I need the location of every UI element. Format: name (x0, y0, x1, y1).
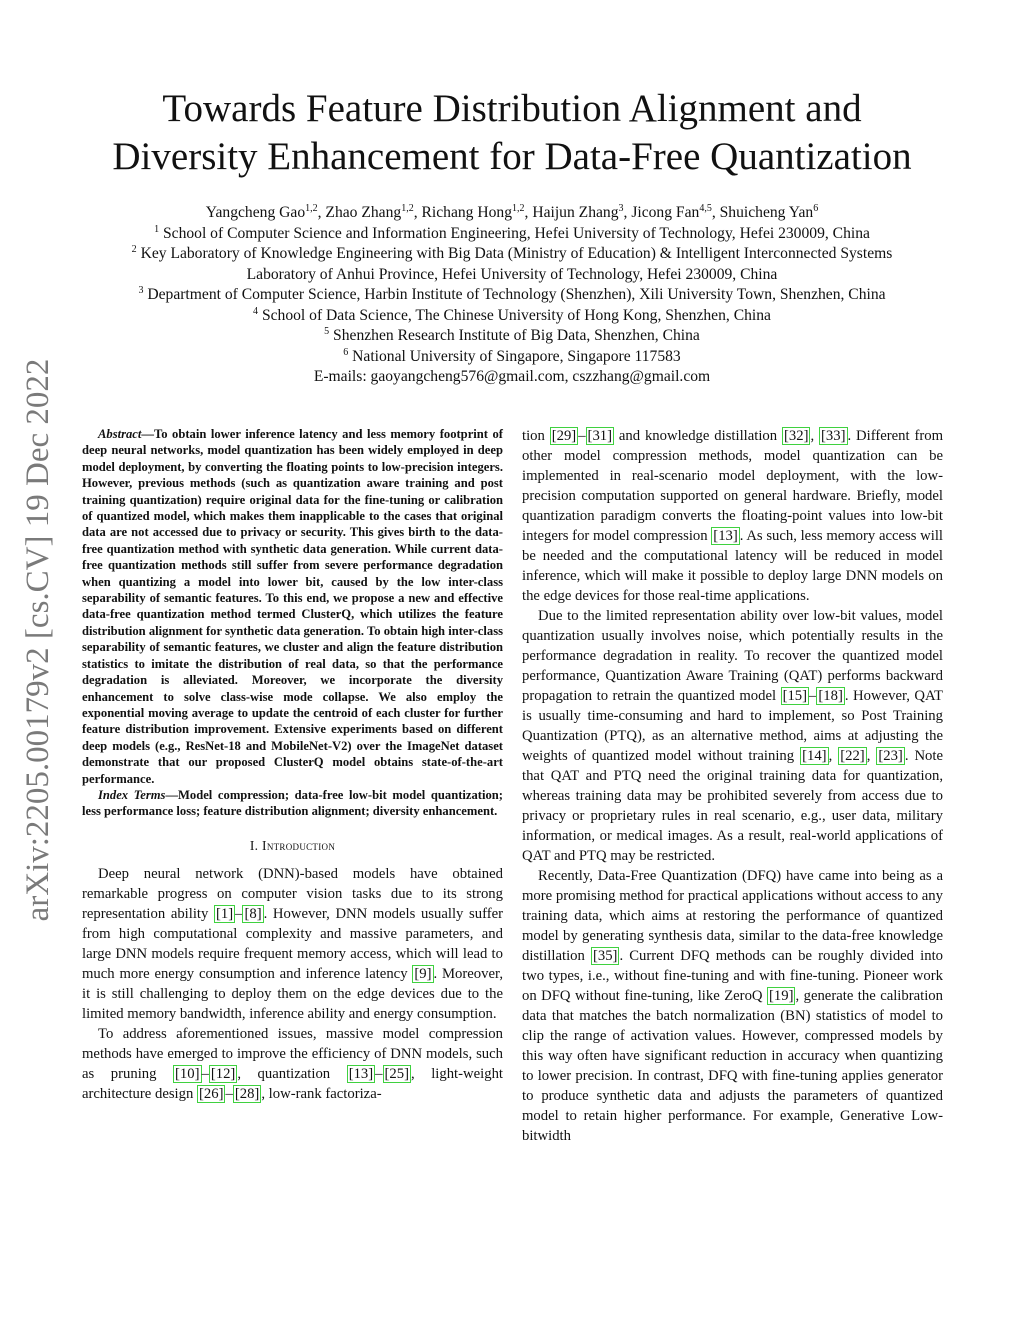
affiliation-text: School of Data Science, The Chinese University of Hong Kong, Shenzhen, China (261, 306, 771, 324)
affiliation-text: National University of Singapore, Singapore 117583 (352, 347, 681, 365)
paragraph-text: – (201, 1065, 209, 1082)
citation-link[interactable]: [8] (244, 905, 262, 922)
author-list: Yangcheng Gao$^{1,2}$, Zhao Zhang$^{1,2}$, Richang Hong$^{1,2}$, Haijun Zhang$^3$, Jicong Fan$^{4,5}$, Shuicheng Yan$^6$ (205, 203, 819, 221)
citation-link[interactable]: [23] (878, 748, 903, 764)
citation-link[interactable]: [13] (348, 1065, 374, 1082)
paragraph-text: – (375, 1065, 383, 1082)
paragraph (522, 866, 943, 1146)
author-affiliation-mark: 6 (813, 203, 819, 214)
paragraph-text: , (828, 748, 839, 764)
paragraph-text: and knowledge distillation (614, 428, 782, 444)
citation-link[interactable]: [32] (783, 428, 809, 444)
affiliation (60, 306, 964, 327)
paragraph-text: Due to the limited representation ability over low-bit values, model quantization usually involves noise, which potentially results in the performance degradation in reality. To recover the quantized model performance, Quantization Aware Training (QAT) performs backward propagation to retrain the quantized model (522, 608, 943, 704)
citation-link[interactable]: [14] (802, 748, 827, 764)
citation-link[interactable]: [15] (782, 688, 808, 704)
paragraph (82, 864, 503, 1024)
affiliation-number: 3 (138, 285, 144, 296)
citation-link[interactable]: [35] (592, 948, 618, 964)
author-name: Zhao Zhang (325, 204, 402, 221)
left-column (82, 426, 503, 1104)
author-affiliation-mark: 1,2 (512, 203, 525, 214)
author-block (60, 203, 964, 388)
paragraph-text: . As such, less memory access will be needed and the computational latency will be reduced in model inference, which will make it possible to deploy large DNN models on the edge devices for those real-time applications. (522, 528, 943, 604)
paragraph-text: . Different from other model compression methods, model quantization can be implemented in real-scenario model deployment, with the low-precision computation supported on general hardware. Briefly, model quantization paradigm converts the floating-point values into low-bit integers for model compression (522, 428, 944, 544)
section-title: Introduction (262, 837, 336, 853)
affiliation-number: 4 (253, 305, 259, 317)
author-name: Haijun Zhang (532, 204, 619, 221)
paragraph-text: – (578, 428, 586, 444)
affiliation (60, 326, 964, 347)
index-terms-text: Model compression; data-free low-bit model quantization; less performance loss; feature distribution alignment; diversity enhancement. (82, 787, 503, 819)
paragraph-text: . Moreover, it is still challenging to deploy them on the edge devices due to the limited memory bandwidth, inference ability and energy consumption. (82, 965, 503, 1022)
author-affiliation-mark: 1,2 (305, 203, 318, 214)
affiliation-number: 2 (131, 244, 137, 255)
paragraph-text: – (235, 905, 243, 922)
paragraph-text: tion (522, 428, 550, 444)
citation-link[interactable]: [33] (821, 428, 846, 444)
paragraph-text: , quantization (237, 1065, 347, 1082)
paper-title (60, 85, 964, 181)
citation-link[interactable]: [13] (713, 528, 738, 544)
author-affiliation-mark: 1,2 (401, 203, 414, 214)
abstract: Abstract—To obtain lower inference latency and less memory footprint of deep neural networks, model quantization has been widely employed in deep model deployment, by converting the floating points to low-precision integers. However, previous methods (such as quantization aware training and post training quantization) require original data for the fine-tuning or calibration of quantized model, which makes them inapplicable to the cases that original data are not accessed due to privacy or security. This gives birth to the data-free quantization method with synthetic data generation. While current data-free quantization methods still suffer from severe performance degradation when quantizing a model into lower bit, caused by the low inter-class separability of semantic features. To this end, we propose a new and effective data-free quantization method termed ClusterQ, which utilizes the feature distribution alignment for synthetic data generation. To obtain high inter-class separability of semantic features, we cluster and align the feature distribution statistics to imitate the distribution of real data, so that the performance degradation is alleviated. Moreover, we incorporate the diversity enhancement to solve class-wise mode collapse. We also employ the exponential moving average to update the centroid of each cluster for further feature distribution improvement. Extensive experiments based on different deep models (e.g., ResNet-18 and MobileNet-V2) over the ImageNet dataset demonstrate that our proposed ClusterQ model obtains state-of-the-art performance. (82, 427, 503, 786)
citation-link[interactable]: [19] (768, 988, 794, 1004)
citation-link[interactable]: [10] (175, 1065, 200, 1082)
index-terms: Index Terms—Model compression; data-free low-bit model quantization; less performance loss; feature distribution alignment; diversity enhancement. (82, 787, 503, 819)
paragraph-text: Deep neural network (DNN)-based models have obtained remarkable progress on computer vision tasks due to its strong representation ability (82, 865, 503, 922)
paragraph-text: – (809, 688, 817, 704)
paragraph-text: To address aforementioned issues, massive model compression methods have emerged to improve the efficiency of DNN models, such as pruning (82, 1025, 503, 1082)
affiliation-text: Department of Computer Science, Harbin Institute of Technology (Shenzhen), Xili University Town, Shenzhen, China (147, 286, 886, 303)
affiliation (60, 265, 964, 286)
title-line-2: Diversity Enhancement for Data-Free Quantization (112, 135, 912, 178)
affiliation-text: Laboratory of Anhui Province, Hefei University of Technology, Hefei 230009, China (246, 265, 778, 283)
arxiv-identifier: arXiv:2205.00179v2 [cs.CV] 19 Dec 2022 (20, 358, 56, 922)
affiliation-text: Shenzhen Research Institute of Big Data, Shenzhen, China (333, 327, 700, 344)
citation-link[interactable]: [12] (210, 1065, 236, 1082)
citation-link[interactable]: [9] (414, 965, 432, 982)
paragraph-text: , (866, 748, 877, 764)
citation-link[interactable]: [26] (199, 1085, 224, 1102)
affiliation-number: 6 (343, 346, 349, 358)
paragraph-text: . Note that QAT and PTQ need the original training data for quantization, whereas training data may be prohibited severely from access due to privacy or proprietary rules in real scenario, e.g., user data, military information, or medical images. As a result, real-world applications of QAT and PTQ may be restricted. (522, 748, 943, 864)
paragraph-text: , low-rank factoriza- (261, 1085, 382, 1102)
author-name: Richang Hong (421, 204, 513, 221)
abstract-text: To obtain lower inference latency and less memory footprint of deep neural networks, model quantization has been widely employed in deep model deployment, by converting the floating points to low-precision integers. However, previous methods (such as quantization aware training and post training quantization) require original data for the fine-tuning or calibration of quantized model, which makes them inapplicable to the cases that original data are not accessed due to privacy or security. This gives birth to the data-free quantization method with synthetic data generation. While current data-free quantization methods still suffer from severe performance degradation when quantizing a model into lower bit, caused by the low inter-class separability of semantic features. To this end, we propose a new and effective data-free quantization method termed ClusterQ, which utilizes the feature distribution alignment for synthetic data generation. To obtain high inter-class separability of semantic features, we cluster and align the feature distribution statistics to imitate the distribution of real data, so that the performance degradation is alleviated. Moreover, we incorporate the diversity enhancement to solve class-wise mode collapse. We also employ the exponential moving average to update the centroid of each cluster for further feature distribution improvement. Extensive experiments based on different deep models (e.g., ResNet-18 and MobileNet-V2) over the ImageNet dataset demonstrate that our proposed ClusterQ model obtains state-of-the-art performance. (82, 427, 503, 786)
abstract-label: Abstract (98, 427, 142, 441)
paragraph-text: , generate the calibration data that matches the batch normalization (BN) statistics of model to clip the range of activation values. However, compressed models by this way often have significant reduction in accuracy when quantizing to lower precision. In contrast, DFQ with fine-tuning applies generator to produce synthetic data and adjusts the parameters of quantized model to retain higher performance. For example, Generative Low-bitwidth (522, 988, 943, 1144)
citation-link[interactable]: [31] (587, 428, 613, 444)
author-name: Shuicheng Yan (719, 204, 814, 221)
paragraph (522, 426, 943, 606)
paragraph-text: , (810, 428, 820, 444)
paragraph (522, 606, 943, 866)
affiliation-number: 5 (324, 326, 330, 337)
affiliation-text: School of Computer Science and Information Engineering, Hefei University of Technology, Hefei 230009, China (162, 224, 870, 242)
author-name: Jicong Fan (631, 204, 700, 221)
section-number: I. (249, 837, 259, 853)
citation-link[interactable]: [1] (215, 905, 234, 922)
citation-link[interactable]: [28] (234, 1085, 260, 1102)
affiliation-text: Key Laboratory of Knowledge Engineering with Big Data (Ministry of Education) & Intelligent Interconnected Systems (140, 245, 893, 262)
affiliation (60, 285, 964, 306)
paragraph-text: – (225, 1085, 233, 1102)
title-line-1: Towards Feature Distribution Alignment and (162, 87, 862, 130)
index-terms-label: Index Terms (98, 787, 166, 802)
author-affiliation-mark: 4,5 (699, 203, 712, 214)
right-column (522, 426, 943, 1146)
paragraph-text: . However, QAT is usually time-consuming and hard to implement, so Post Training Quantization (PTQ), as an alternative method, aims at adjusting the weights of quantized model without training (522, 688, 943, 764)
author-affiliation-mark: 3 (618, 203, 624, 214)
affiliation-number: 1 (154, 223, 160, 235)
affiliation (60, 347, 964, 368)
citation-link[interactable]: [22] (840, 748, 865, 764)
author-name: Yangcheng Gao (205, 204, 306, 221)
paragraph-text: Recently, Data-Free Quantization (DFQ) have came into being as a more promising method for practical applications without access to any training data, which aims at restoring the performance of quantized model by generating synthesis data, similar to the data-free knowledge distillation (522, 868, 943, 964)
author-emails: E-mails: gaoyangcheng576@gmail.com, cszzhang@gmail.com (313, 368, 711, 385)
citation-link[interactable]: [29] (551, 428, 577, 444)
paragraph-text: . However, DNN models usually suffer from high computational complexity and massive parameters, and large DNN models require frequent memory access, which will lead to much more energy consumption and inference latency (82, 905, 503, 982)
section-heading (82, 836, 503, 856)
citation-link[interactable]: [25] (384, 1065, 409, 1082)
affiliation (60, 244, 964, 265)
paragraph (82, 1024, 503, 1104)
paragraph-text: . Current DFQ methods can be roughly divided into two types, i.e., without fine-tuning and with fine-tuning. Pioneer work on DFQ without fine-tuning, like ZeroQ (522, 948, 943, 1004)
paragraph-text: , light-weight architecture design (82, 1065, 504, 1102)
citation-link[interactable]: [18] (818, 688, 843, 704)
affiliation (60, 224, 964, 245)
